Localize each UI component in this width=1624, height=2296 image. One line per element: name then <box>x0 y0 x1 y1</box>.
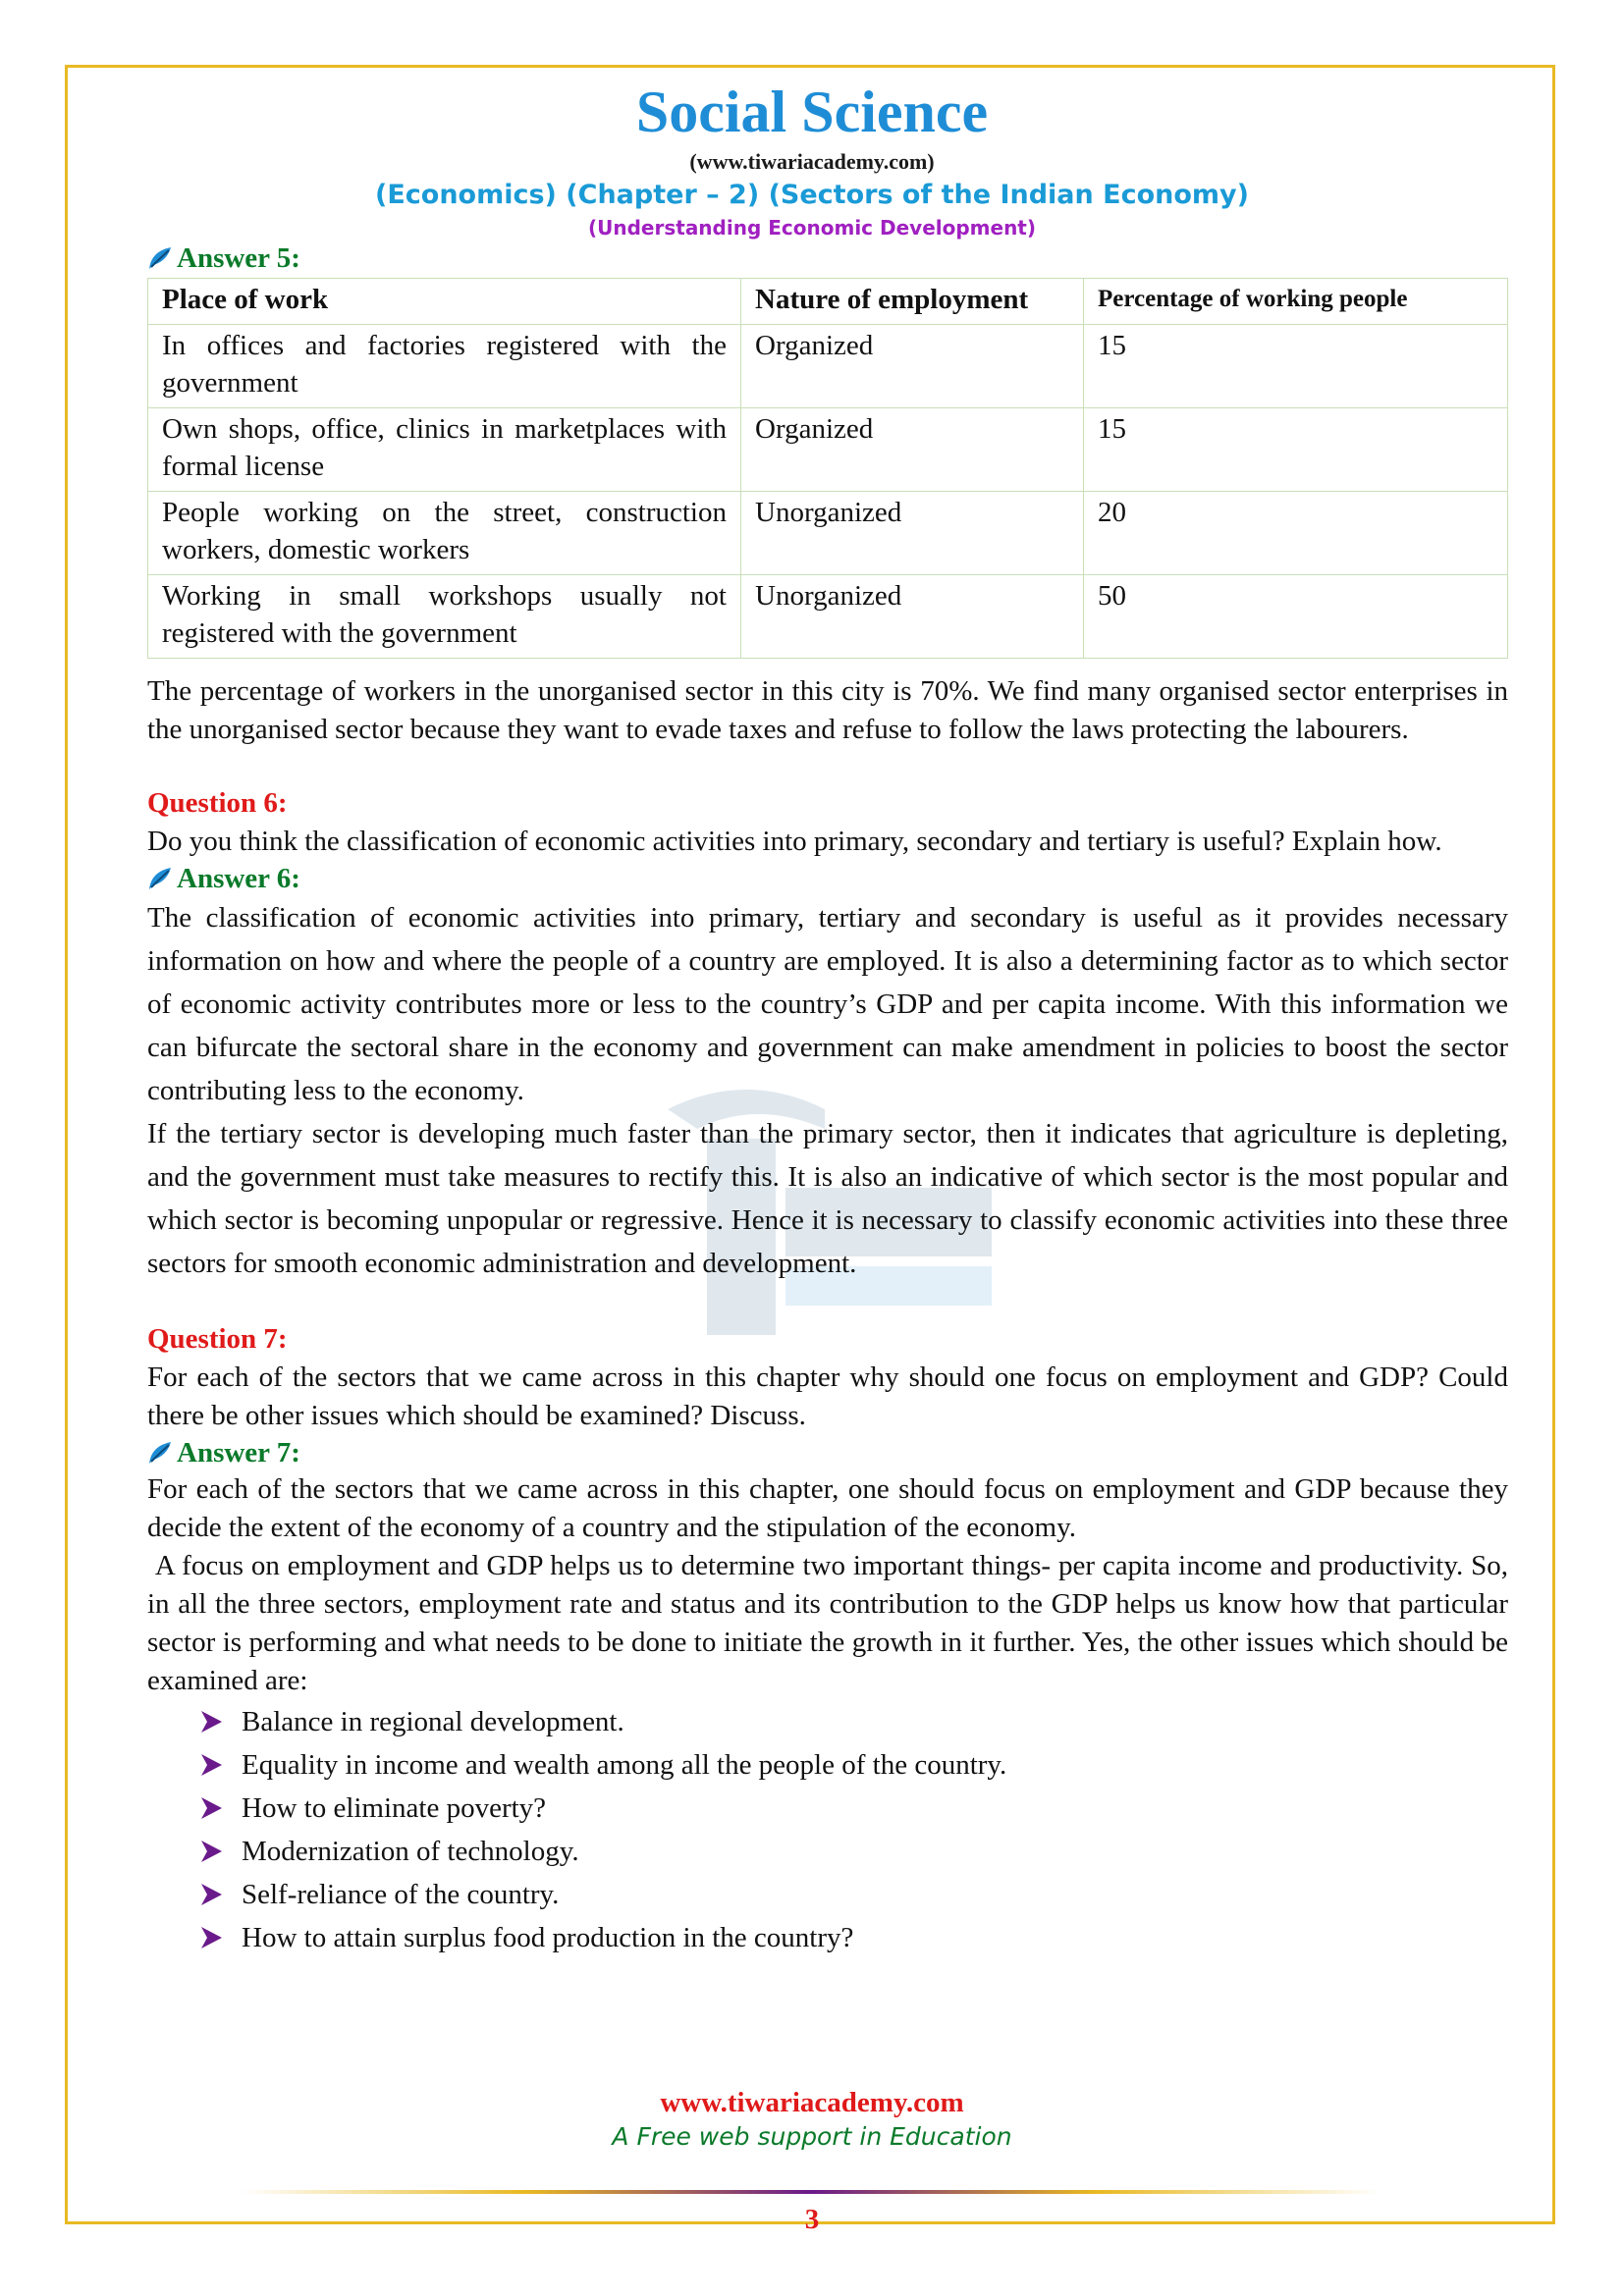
table-cell: Organized <box>741 325 1084 408</box>
question-6-label: Question 6: <box>147 787 288 819</box>
answer-7-paragraph-1: For each of the sectors that we came across in this chapter, one should focus on employment and GDP because they decide the extent of the economy of a country and the stipulation of the economy. <box>147 1473 1508 1543</box>
employment-table <box>147 278 1508 659</box>
table-cell: Own shops, office, clinics in marketplaces with formal license <box>148 408 741 492</box>
table-row <box>148 325 1508 408</box>
leaf-logo-icon <box>147 1440 175 1466</box>
table-row <box>148 575 1508 659</box>
table-cell: Unorganized <box>741 492 1084 575</box>
table-header-cell: Nature of employment <box>741 279 1084 325</box>
list-item-text: Modernization of technology. <box>242 1836 579 1867</box>
arrow-bullet-icon <box>198 1882 224 1907</box>
table-cell: People working on the street, construction workers, domestic workers <box>148 492 741 575</box>
list-item <box>198 1700 1508 1743</box>
footer-divider <box>241 2190 1380 2194</box>
table-header-cell: Place of work <box>148 279 741 325</box>
site-url: (www.tiwariacademy.com) <box>689 149 935 174</box>
list-item-text: Equality in income and wealth among all the people of the country. <box>242 1749 1007 1781</box>
answer-6-label: Answer 6: <box>177 862 300 894</box>
list-item-text: How to eliminate poverty? <box>242 1792 547 1824</box>
answer-6-paragraph-2: If the tertiary sector is developing much faster than the primary sector, then it indicates that agriculture is depleting, and the government must take measures to rectify this. It is also an indicative of which sector is the most popular and which sector is becoming unpopular or regressive. Hence it is necessary to classify economic activities into these three sectors for smooth economic administration and development. <box>147 1118 1508 1279</box>
table-cell: Unorganized <box>741 575 1084 659</box>
list-item <box>198 1830 1508 1873</box>
table-cell: 15 <box>1084 408 1508 492</box>
list-item <box>198 1787 1508 1830</box>
arrow-bullet-icon <box>198 1795 224 1821</box>
answer-6-paragraph-1: The classification of economic activities into primary, tertiary and secondary is useful as it provides necessary information on how and where the people of a country are employed. It is also a determining factor as to which sector of economic activity contributes more or less to the country’s GDP and per capita income. With this information we can bifurcate the sectoral share in the economy and government can make amendment in policies to boost the sector contributing less to the economy. <box>147 902 1508 1106</box>
answer-7-label: Answer 7: <box>177 1436 300 1468</box>
table-header-row <box>148 279 1508 325</box>
list-item-text: How to attain surplus food production in the country? <box>242 1922 854 1953</box>
answer-6-heading <box>147 861 1508 896</box>
question-7-label: Question 7: <box>147 1323 288 1355</box>
page-title: Social Science <box>635 80 989 144</box>
chapter-subtitle: (Economics) (Chapter – 2) (Sectors of the Indian Economy) <box>374 180 1249 210</box>
page-header <box>0 77 1624 241</box>
answer-5-text: The percentage of workers in the unorganised sector in this city is 70%. We find many organised sector enterprises in the unorganised sector because they want to evade taxes and refuse to follow the laws protecting the labourers. <box>147 675 1508 745</box>
answer-7-heading <box>147 1435 1508 1470</box>
leaf-logo-icon <box>147 245 175 271</box>
arrow-bullet-icon <box>198 1752 224 1778</box>
list-item <box>198 1873 1508 1916</box>
arrow-bullet-icon <box>198 1709 224 1735</box>
leaf-logo-icon <box>147 866 175 891</box>
list-item-text: Self-reliance of the country. <box>242 1879 560 1910</box>
table-row <box>148 408 1508 492</box>
answer-5-heading <box>147 240 1508 276</box>
footer-url[interactable]: www.tiwariacademy.com <box>660 2087 964 2118</box>
table-cell: 20 <box>1084 492 1508 575</box>
list-item-text: Balance in regional development. <box>242 1706 624 1737</box>
question-6-text: Do you think the classification of economic activities into primary, secondary and tertiary is useful? Explain how. <box>147 826 1442 857</box>
table-row <box>148 492 1508 575</box>
arrow-bullet-icon <box>198 1839 224 1864</box>
table-cell: In offices and factories registered with the government <box>148 325 741 408</box>
list-item <box>198 1916 1508 1959</box>
footer-tagline: A Free web support in Education <box>612 2122 1012 2151</box>
question-7-text: For each of the sectors that we came across in this chapter why should one focus on employment and GDP? Could there be other issues which should be examined? Discuss. <box>147 1362 1508 1431</box>
table-cell: 15 <box>1084 325 1508 408</box>
table-cell: 50 <box>1084 575 1508 659</box>
page-content <box>147 240 1516 1959</box>
table-cell: Organized <box>741 408 1084 492</box>
arrow-bullet-icon <box>198 1925 224 1950</box>
list-item <box>198 1743 1508 1787</box>
table-header-cell: Percentage of working people <box>1084 279 1508 325</box>
issues-list <box>147 1700 1508 1959</box>
page-footer <box>0 2085 1624 2154</box>
page-number: 3 <box>804 2204 820 2235</box>
answer-7-paragraph-2: A focus on employment and GDP helps us to determine two important things- per capita income and productivity. So, in all the three sectors, employment rate and status and its contribution to the GDP helps us know how that particular sector is performing and what needs to be done to initiate the growth in it further. Yes, the other issues which should be examined are: <box>147 1550 1516 1696</box>
unit-subtitle: (Understanding Economic Development) <box>587 216 1037 240</box>
table-cell: Working in small workshops usually not registered with the government <box>148 575 741 659</box>
answer-5-label: Answer 5: <box>177 241 300 274</box>
